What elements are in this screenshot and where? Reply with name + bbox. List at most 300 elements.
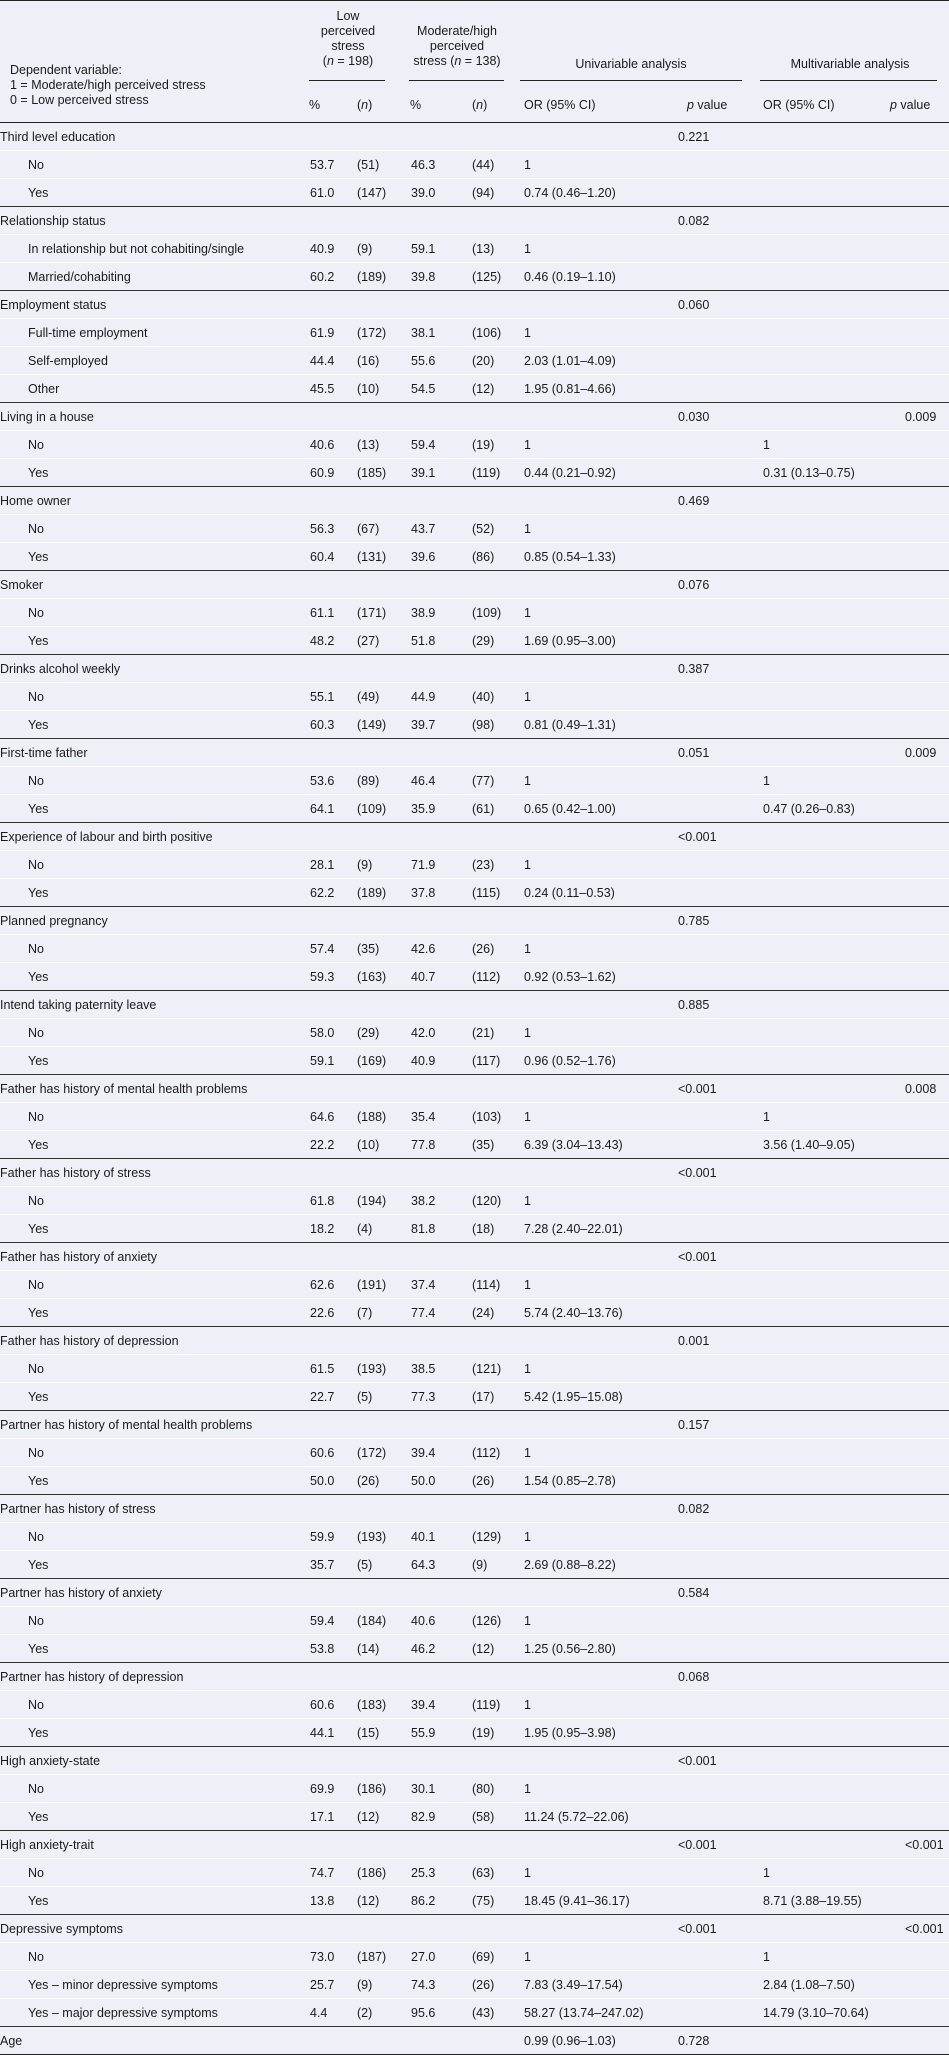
univariable-p (678, 1887, 763, 1915)
low-percent: 44.1 (310, 1719, 357, 1747)
low-percent (310, 291, 357, 319)
variable-group-row (0, 1075, 949, 1103)
univariable-or: 0.44 (0.21–0.92) (524, 459, 678, 487)
low-percent: 60.6 (310, 1439, 357, 1467)
variable-group-row (0, 1411, 949, 1439)
moderate-percent: 55.6 (411, 347, 472, 375)
multivariable-p (905, 1943, 949, 1971)
multivariable-or (763, 319, 905, 347)
variable-group-row (0, 487, 949, 515)
multivariable-p (905, 879, 949, 907)
moderate-n: (86) (472, 543, 524, 571)
univariable-p (678, 1439, 763, 1467)
multivariable-or (763, 1831, 905, 1859)
moderate-percent: 35.4 (411, 1103, 472, 1131)
multivariable-p (905, 963, 949, 991)
univariable-p: <0.001 (678, 1831, 763, 1859)
low-n (357, 739, 411, 767)
row-label: Yes (0, 879, 310, 907)
low-percent: 59.1 (310, 1047, 357, 1075)
multivariable-or (763, 823, 905, 851)
table-row (0, 1187, 949, 1215)
row-label: Self-employed (0, 347, 310, 375)
multivariable-or (763, 235, 905, 263)
moderate-n (472, 1159, 524, 1187)
moderate-n: (112) (472, 1439, 524, 1467)
moderate-percent: 38.2 (411, 1187, 472, 1215)
low-percent (310, 123, 357, 151)
variable-group-row (0, 739, 949, 767)
univariable-p: 0.030 (678, 403, 763, 431)
univariable-p (678, 1299, 763, 1327)
moderate-percent: 55.9 (411, 1719, 472, 1747)
low-percent: 48.2 (310, 627, 357, 655)
low-n: (147) (357, 179, 411, 207)
table-row (0, 1103, 949, 1131)
row-label: No (0, 935, 310, 963)
row-label: Yes (0, 1467, 310, 1495)
univariable-or (524, 1411, 678, 1439)
row-label: Relationship status (0, 207, 310, 235)
low-percent: 40.6 (310, 431, 357, 459)
low-n (357, 2027, 411, 2055)
low-pct-header: % (309, 98, 321, 112)
low-stress-rule (309, 80, 385, 81)
multivariable-p (905, 179, 949, 207)
row-label: Yes (0, 1383, 310, 1411)
multivariable-or (763, 1047, 905, 1075)
table-row (0, 963, 949, 991)
multivariable-or (763, 179, 905, 207)
multivariable-p (905, 1579, 949, 1607)
moderate-percent (411, 291, 472, 319)
low-n: (193) (357, 1355, 411, 1383)
multivariable-or (763, 1579, 905, 1607)
moderate-percent: 37.8 (411, 879, 472, 907)
moderate-percent (411, 571, 472, 599)
low-n (357, 123, 411, 151)
row-label: High anxiety-trait (0, 1831, 310, 1859)
multivariable-p (905, 823, 949, 851)
univariable-or: 0.92 (0.53–1.62) (524, 963, 678, 991)
table-header (0, 0, 949, 123)
moderate-n: (121) (472, 1355, 524, 1383)
variable-group-row (0, 1663, 949, 1691)
univariable-or: 1 (524, 1439, 678, 1467)
multivariable-p (905, 1887, 949, 1915)
table-row (0, 1607, 949, 1635)
univariable-p: 0.584 (678, 1579, 763, 1607)
univariable-p: 0.082 (678, 207, 763, 235)
moderate-percent (411, 2027, 472, 2055)
table-row (0, 1523, 949, 1551)
multivariable-p (905, 571, 949, 599)
low-percent: 60.9 (310, 459, 357, 487)
univariable-p (678, 375, 763, 403)
table-row (0, 347, 949, 375)
univariable-p (678, 879, 763, 907)
moderate-percent: 38.1 (411, 319, 472, 347)
low-n: (35) (357, 935, 411, 963)
moderate-n: (126) (472, 1607, 524, 1635)
univariable-or: 1.25 (0.56–2.80) (524, 1635, 678, 1663)
univariable-p (678, 263, 763, 291)
multivariable-p: 0.009 (905, 403, 949, 431)
multivariable-or (763, 683, 905, 711)
multivariable-p (905, 1215, 949, 1243)
univariable-p (678, 963, 763, 991)
row-label: Planned pregnancy (0, 907, 310, 935)
multivariable-or (763, 263, 905, 291)
moderate-n (472, 1915, 524, 1943)
multivariable-p (905, 1859, 949, 1887)
moderate-n: (26) (472, 935, 524, 963)
univariable-or: 2.69 (0.88–8.22) (524, 1551, 678, 1579)
univariable-or: 1 (524, 515, 678, 543)
moderate-n: (119) (472, 1691, 524, 1719)
moderate-percent (411, 1495, 472, 1523)
row-label: Yes (0, 1215, 310, 1243)
moderate-n: (63) (472, 1859, 524, 1887)
univariable-p-header: p value (687, 98, 728, 112)
univariable-p: 0.076 (678, 571, 763, 599)
low-n: (10) (357, 1131, 411, 1159)
low-n: (185) (357, 459, 411, 487)
univariable-p: 0.051 (678, 739, 763, 767)
multivariable-p (905, 347, 949, 375)
low-percent: 61.0 (310, 179, 357, 207)
moderate-percent: 39.7 (411, 711, 472, 739)
univariable-or (524, 291, 678, 319)
multivariable-or (763, 935, 905, 963)
univariable-p: 0.082 (678, 1495, 763, 1523)
moderate-n (472, 1495, 524, 1523)
table-row (0, 1215, 949, 1243)
low-percent: 22.6 (310, 1299, 357, 1327)
moderate-percent: 42.0 (411, 1019, 472, 1047)
moderate-percent: 39.6 (411, 543, 472, 571)
multivariable-p (905, 431, 949, 459)
row-label: Experience of labour and birth positive (0, 823, 310, 851)
low-n: (183) (357, 1691, 411, 1719)
univariable-p (678, 711, 763, 739)
univariable-or-header: OR (95% CI) (524, 98, 596, 112)
table-row (0, 1467, 949, 1495)
moderate-percent (411, 1747, 472, 1775)
row-label: Yes (0, 459, 310, 487)
moderate-n: (24) (472, 1299, 524, 1327)
univariable-or: 0.96 (0.52–1.76) (524, 1047, 678, 1075)
moderate-percent (411, 487, 472, 515)
univariable-p: <0.001 (678, 1915, 763, 1943)
variable-group-row (0, 823, 949, 851)
univariable-p (678, 599, 763, 627)
multivariable-or (763, 963, 905, 991)
variable-group-row (0, 207, 949, 235)
multivariable-p (905, 1327, 949, 1355)
table-row (0, 1803, 949, 1831)
moderate-n: (129) (472, 1523, 524, 1551)
univariable-p (678, 459, 763, 487)
row-label: Married/cohabiting (0, 263, 310, 291)
multivariable-p (905, 291, 949, 319)
row-label: No (0, 851, 310, 879)
univariable-or (524, 1243, 678, 1271)
multivariable-p-header: p value (890, 98, 931, 112)
row-label: Partner has history of mental health problems (0, 1411, 310, 1439)
moderate-n: (119) (472, 459, 524, 487)
univariable-or: 58.27 (13.74–247.02) (524, 1999, 678, 2027)
low-percent: 60.2 (310, 263, 357, 291)
low-n-header: (n) (357, 98, 373, 112)
low-percent: 4.4 (310, 1999, 357, 2027)
row-label: In relationship but not cohabiting/single (0, 235, 310, 263)
moderate-percent (411, 1075, 472, 1103)
multivariable-or (763, 1411, 905, 1439)
univariable-p: 0.221 (678, 129, 710, 144)
row-label: No (0, 1607, 310, 1635)
low-percent: 60.6 (310, 1691, 357, 1719)
multivariable-p (905, 263, 949, 291)
low-percent: 53.6 (310, 767, 357, 795)
row-label: Partner has history of stress (0, 1495, 310, 1523)
moderate-percent (411, 991, 472, 1019)
moderate-n: (43) (472, 1999, 524, 2027)
univariable-p (678, 1775, 763, 1803)
moderate-n (472, 1747, 524, 1775)
moderate-n: (115) (472, 879, 524, 907)
univariable-or: 11.24 (5.72–22.06) (524, 1803, 678, 1831)
low-n (357, 991, 411, 1019)
univariable-or: 0.74 (0.46–1.20) (524, 179, 678, 207)
univariable-p (678, 683, 763, 711)
moderate-n: (18) (472, 1215, 524, 1243)
moderate-n (472, 991, 524, 1019)
table-row (0, 1355, 949, 1383)
low-percent (310, 1915, 357, 1943)
multivariable-or (763, 291, 905, 319)
moderate-percent (411, 1411, 472, 1439)
multivariable-or (763, 627, 905, 655)
univariable-p (678, 795, 763, 823)
row-label: No (0, 767, 310, 795)
moderate-percent: 39.0 (411, 179, 472, 207)
moderate-percent (411, 207, 472, 235)
low-percent: 44.4 (310, 347, 357, 375)
table-row (0, 1887, 949, 1915)
low-n: (189) (357, 263, 411, 291)
univariable-or (524, 1579, 678, 1607)
moderate-n: (80) (472, 1775, 524, 1803)
multivariable-p (905, 1159, 949, 1187)
univariable-or (524, 1831, 678, 1859)
multivariable-p (905, 627, 949, 655)
univariable-p (678, 1467, 763, 1495)
moderate-percent: 46.4 (411, 767, 472, 795)
low-n: (16) (357, 347, 411, 375)
multivariable-p (905, 1691, 949, 1719)
low-n (357, 1915, 411, 1943)
table-row (0, 1691, 949, 1719)
multivariable-p (905, 683, 949, 711)
univariable-or: 5.42 (1.95–15.08) (524, 1383, 678, 1411)
low-percent: 69.9 (310, 1775, 357, 1803)
multivariable-or: 1 (763, 431, 905, 459)
moderate-n (472, 1831, 524, 1859)
table-row (0, 1047, 949, 1075)
low-n: (10) (357, 375, 411, 403)
table-row (0, 627, 949, 655)
table-row (0, 1019, 949, 1047)
multivariable-or: 8.71 (3.88–19.55) (763, 1887, 905, 1915)
univariable-p: 0.785 (678, 907, 763, 935)
row-label: Yes (0, 179, 310, 207)
multivariable-p (905, 1439, 949, 1467)
low-n (357, 571, 411, 599)
univariable-or: 1.95 (0.95–3.98) (524, 1719, 678, 1747)
moderate-n (472, 403, 524, 431)
low-n: (7) (357, 1299, 411, 1327)
moderate-high-stress-group-header: Moderate/high perceived stress (n = 138) (413, 24, 501, 68)
univariable-or (524, 123, 678, 151)
table-row (0, 1999, 949, 2027)
univariable-or: 1 (524, 935, 678, 963)
low-n: (13) (357, 431, 411, 459)
row-label: High anxiety-state (0, 1747, 310, 1775)
multivariable-p (905, 1271, 949, 1299)
univariable-or (524, 207, 678, 235)
univariable-or: 1 (524, 1103, 678, 1131)
multivariable-p (905, 1187, 949, 1215)
multivariable-p (905, 1971, 949, 1999)
moderate-n: (98) (472, 711, 524, 739)
variable-group-row (0, 1915, 949, 1943)
multivariable-p (905, 655, 949, 683)
multivariable-or (763, 403, 905, 431)
multivariable-or (763, 879, 905, 907)
univariable-or: 2.03 (1.01–4.09) (524, 347, 678, 375)
multivariable-p (905, 1999, 949, 2027)
univariable-p (678, 1103, 763, 1131)
univariable-or: 0.99 (0.96–1.03) (524, 2027, 678, 2055)
variable-group-row (0, 1831, 949, 1859)
univariable-p (678, 543, 763, 571)
row-label: Depressive symptoms (0, 1915, 310, 1943)
table-row (0, 1859, 949, 1887)
multivariable-p (905, 1663, 949, 1691)
univariable-or: 1 (524, 599, 678, 627)
variable-group-row (0, 1159, 949, 1187)
low-percent: 62.6 (310, 1271, 357, 1299)
row-label: No (0, 515, 310, 543)
univariable-or: 1 (524, 1775, 678, 1803)
univariable-or: 0.81 (0.49–1.31) (524, 711, 678, 739)
univariable-p: 0.885 (678, 991, 763, 1019)
moderate-n: (120) (472, 1187, 524, 1215)
multivariable-or (763, 1215, 905, 1243)
univariable-p (678, 1019, 763, 1047)
moderate-percent (411, 1579, 472, 1607)
row-label: No (0, 1691, 310, 1719)
multivariable-or (763, 543, 905, 571)
moderate-percent (411, 1159, 472, 1187)
univariable-or: 1 (524, 1859, 678, 1887)
row-label: Third level education (0, 129, 116, 144)
low-percent (310, 739, 357, 767)
low-n: (12) (357, 1803, 411, 1831)
multivariable-or (763, 1299, 905, 1327)
low-percent (310, 1663, 357, 1691)
multivariable-analysis-header: Multivariable analysis (790, 57, 910, 71)
moderate-n: (75) (472, 1887, 524, 1915)
row-label: Yes – minor depressive symptoms (0, 1971, 310, 1999)
low-stress-group-header: Low perceived stress (n = 198) (320, 9, 376, 68)
multivariable-or (763, 599, 905, 627)
row-label: Yes (0, 795, 310, 823)
moderate-n: (58) (472, 1803, 524, 1831)
univariable-p (678, 431, 763, 459)
moderate-n: (44) (472, 151, 524, 179)
low-n (357, 823, 411, 851)
moderate-percent: 77.4 (411, 1299, 472, 1327)
table-row (0, 1299, 949, 1327)
low-n (357, 403, 411, 431)
multivariable-p: <0.001 (905, 1915, 949, 1943)
multivariable-or (763, 1467, 905, 1495)
row-label: No (0, 1019, 310, 1047)
dependent-variable-label: Dependent variable: 1 = Moderate/high perceived stress 0 = Low perceived stress (10, 63, 206, 107)
univariable-p (678, 235, 763, 263)
variable-group-row (0, 1495, 949, 1523)
moderate-percent (411, 1327, 472, 1355)
univariable-or (524, 1747, 678, 1775)
multivariable-or (763, 655, 905, 683)
low-percent: 53.7 (310, 151, 357, 179)
univariable-p (678, 1635, 763, 1663)
row-label: Yes (0, 627, 310, 655)
low-percent (310, 1495, 357, 1523)
table-row (0, 851, 949, 879)
univariable-or (524, 991, 678, 1019)
low-percent: 18.2 (310, 1215, 357, 1243)
univariable-p (678, 1859, 763, 1887)
univariable-or: 18.45 (9.41–36.17) (524, 1887, 678, 1915)
univariable-or: 1 (524, 1607, 678, 1635)
moderate-n: (20) (472, 347, 524, 375)
row-label: Yes (0, 1635, 310, 1663)
low-percent (310, 907, 357, 935)
moderate-percent: 44.9 (411, 683, 472, 711)
low-percent (310, 1243, 357, 1271)
table-row (0, 1383, 949, 1411)
multivariable-or (763, 1495, 905, 1523)
row-label: Full-time employment (0, 319, 310, 347)
low-n: (169) (357, 1047, 411, 1075)
moderate-n: (19) (472, 431, 524, 459)
univariable-or: 1 (524, 431, 678, 459)
row-label: No (0, 1439, 310, 1467)
moderate-n (472, 1327, 524, 1355)
moderate-n: (12) (472, 375, 524, 403)
low-n: (5) (357, 1551, 411, 1579)
multivariable-or (763, 1607, 905, 1635)
univariable-p: 0.001 (678, 1327, 763, 1355)
low-n: (187) (357, 1943, 411, 1971)
row-label: Yes (0, 1299, 310, 1327)
variable-group-row (0, 403, 949, 431)
low-n: (67) (357, 515, 411, 543)
table-row (0, 1943, 949, 1971)
